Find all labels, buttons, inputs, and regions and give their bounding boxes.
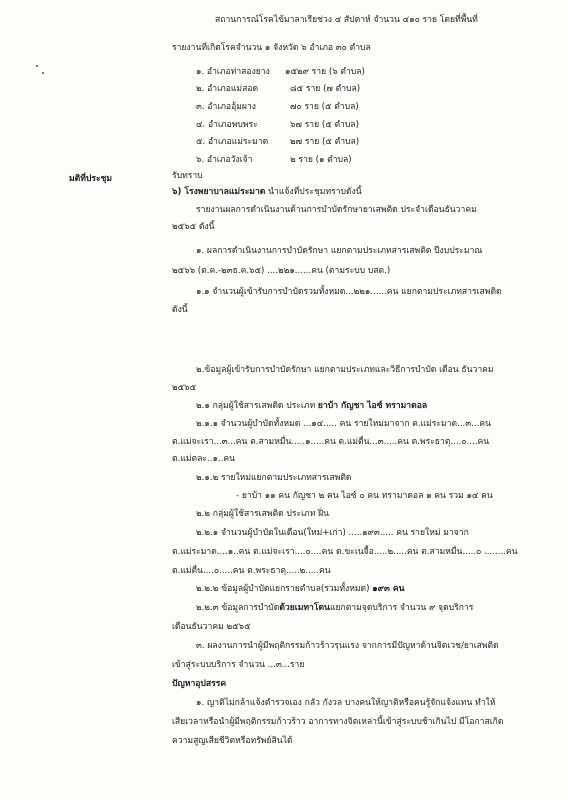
paragraph-line: - ยาบ้า ๑๑ คน กัญชา ๒ คน ไอซ์ ๐ คน ทรามาดอล ๑ คน รวม ๑๔ คน [236,491,493,501]
speck-mark [36,65,38,67]
district-count: ๘๕ ราย (๗ ตำบล) [290,84,361,94]
paragraph-line: ๑.๑ จำนวนผู้เข้ารับการบำบัดรวมทั้งหมด...๒๒๑......คน แยกตามประเภทสารเสพติด [196,287,502,297]
district-name: ๑. อำเภอท่าสองยาง [196,67,270,77]
paragraph-line: เดือนธันวาคม ๒๕๖๕ [172,622,251,632]
paragraph-line: ต.แม่ระมาด....๑..คน ต.แม่จะเรา....๐....คน ต.ขะเนจื้อ.....๒.....คน ต.สามหมื่น.....๐ ........คน [172,547,518,557]
paragraph-line: ๑. ผลการดำเนินงานการบำบัดรักษา แยกตามประเภทสารเสพติด ปีงบประมาณ [196,246,483,256]
group-heading: ๒.๒ กลุ่มผู้ใช้สารเสพติด ประเภท ฝิ่น [196,509,330,519]
district-count: ๑๕๒๙ ราย (๖ ตำบล) [285,67,365,77]
paragraph-line: ๒.๑.๒ รายใหม่แยกตามประเภทสารเสพติด [196,473,352,483]
resolution-label: มติที่ประชุม [69,174,113,184]
district-count: ๗๐ ราย (๕ ตำบล) [290,102,359,112]
paragraph-line: ดังนี้ [172,305,188,315]
hospital-title: ๖) โรงพยาบาลแม่ระมาด [172,187,266,197]
paragraph-line [196,584,404,595]
paragraph-line: ต.แม่ตื่น....๐.....คน ต.พระธาตุ.....๒.....คน [172,566,331,576]
paragraph-line: ๒.๑.๑ จำนวนผู้บำบัดทั้งหมด ...๑๔..... คน รายใหม่มาจาก ต.แม่ระมาด...๓...คน [196,419,491,429]
district-name: ๖. อำเภอวังเจ้า [196,155,253,165]
group-heading-drugs: ยาบ้า กัญชา ไอซ์ ทรามาดอล [317,401,428,411]
problems-heading: ปัญหาอุปสรรค [172,679,227,689]
paragraph-line [196,603,473,614]
paragraph-text: แยกตามจุดบริการ จำนวน ๙ จุดบริการ [329,603,474,613]
paragraph-line: ๓. ผลงานการนำผู้มีพฤติกรรมก้าวร้าวรุนแรง จากการมีปัญหาด้านจิตเวช/ยาเสพติด [196,641,499,651]
hospital-note: นำแจ้งที่ประชุมทราบดังนี้ [268,187,362,197]
section-heading: ๒๕๖๕ [172,383,197,393]
district-name: ๓. อำเภออุ้มผาง [196,102,256,112]
paragraph-emphasis: ด้วยเมทาโดน [279,603,330,613]
group-heading-text: ๒.๑ กลุ่มผู้ใช้สารเสพติด ประเภท [196,401,316,411]
hospital-heading [172,187,362,198]
paragraph-line: ๒๕๖๖ (ต.ค.-๒๓ธ.ค.๖๕) ....๒๒๑......คน (ตามระบบ บสต.) [172,266,391,276]
paragraph-line: ๑. ญาติไม่กล้าแจ้งตำรวจเอง กลัว กังวล บางคนให้ญาติหรือคนรู้จักแจ้งแทน ทำให้ [196,698,496,708]
paragraph-line: เข้าสู่ระบบบริการ จำนวน ...๓...ราย [172,660,305,670]
district-count: ๖๗ ราย (๕ ตำบล) [290,120,359,130]
district-name: ๕. อำเภอแม่ระมาด [196,137,269,147]
district-name: ๔. อำเภอพบพระ [196,120,258,130]
malaria-report: รายงานที่เกิดโรคจำนวน ๑ จังหวัด ๖ อำเภอ ๓๐ ตำบล [172,43,371,53]
group-heading [196,401,427,412]
paragraph-line: ความสูญเสียชีวิตหรือทรัพย์สินได้ [172,736,293,746]
paragraph-line: ต.แม่ตละ..๑..คน [172,454,235,464]
paragraph-line: รายงานผลการดำเนินงานด้านการบำบัดรักษายาเสพติด ประจำเดือนธันวาคม [196,205,477,215]
district-count: ๒๗ ราย (๕ ตำบล) [290,137,360,147]
district-name: ๒. อำเภอแม่สอด [196,84,259,94]
paragraph-line: ๒๕๖๕ ดังนี้ [172,222,215,232]
section-heading: ๒.ข้อมูลผู้เข้ารับการบำบัดรักษา แยกตามประเภทและวิธีการบำบัด เดือน ธันวาคม [196,365,494,375]
paragraph-emphasis: ๑๙๓ คน [372,584,405,594]
district-count: ๒ ราย (๑ ตำบล) [290,155,352,165]
speck-mark [42,72,44,74]
paragraph-line: ต.แม่จะเรา...๓...คน ต.สามหมื่น.....๑.....คน ต.แม่ตื่น...๓.....คน ต.พระธาตุ....๐....คน [172,437,490,447]
acknowledged-text: รับทราบ [172,171,203,181]
malaria-heading: สถานการณ์โรคไข้มาลาเรียช่วง ๔ สัปดาห์ จำนวน ๔๑๐ ราย โดยที่พื้นที่ [215,15,478,25]
paragraph-text: ๒.๒.๒ ข้อมูลผู้บำบัดแยกรายตำบล(รวมทั้งหมด) [196,584,370,594]
paragraph-line: ๒.๒.๑ จำนวนผู้บำบัดในเดือน(ใหม่+เก่า) .....๑๙๓..... คน รายใหม่ มาจาก [196,528,469,538]
paragraph-line: เสียเวลาหรือนำผู้มีพฤติกรรมก้าวร้าว อาการทางจิตเหล่านี้เข้าสู่ระบบช้าเกินไป มีโอกาสเกิด [172,717,504,727]
paragraph-text: ๒.๒.๓ ข้อมูลการบำบัด [196,603,280,613]
